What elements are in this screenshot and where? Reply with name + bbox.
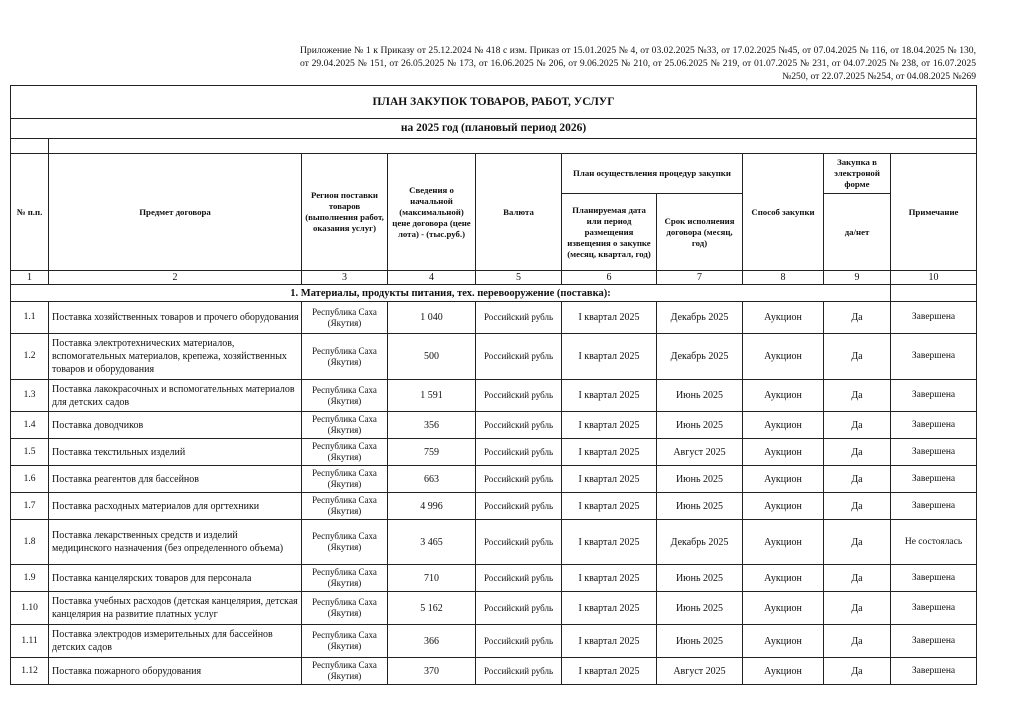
row-region: Республика Саха (Якутия) xyxy=(302,565,388,592)
row-method: Аукцион xyxy=(743,493,824,520)
row-num: 1.1 xyxy=(11,302,49,334)
col-number: 6 xyxy=(562,271,657,285)
col-number: 10 xyxy=(891,271,977,285)
header-plan-date: Планируемая дата или период размещения извещения о закупке (месяц, квартал, год) xyxy=(562,194,657,271)
row-electronic: Да xyxy=(824,565,891,592)
row-num: 1.2 xyxy=(11,334,49,380)
row-term: Декабрь 2025 xyxy=(657,520,743,565)
row-currency: Российский рубль xyxy=(476,592,562,625)
row-region: Республика Саха (Якутия) xyxy=(302,493,388,520)
table-row xyxy=(11,493,977,520)
row-region: Республика Саха (Якутия) xyxy=(302,302,388,334)
row-num: 1.5 xyxy=(11,439,49,466)
row-term: Июнь 2025 xyxy=(657,625,743,658)
subtitle-row xyxy=(11,119,977,139)
row-method: Аукцион xyxy=(743,380,824,412)
row-currency: Российский рубль xyxy=(476,412,562,439)
row-num: 1.10 xyxy=(11,592,49,625)
col-number: 8 xyxy=(743,271,824,285)
title-row xyxy=(11,86,977,119)
section-empty-cell xyxy=(891,285,977,302)
row-note: Завершена xyxy=(891,565,977,592)
row-plan-date: I квартал 2025 xyxy=(562,565,657,592)
col-number: 3 xyxy=(302,271,388,285)
row-region: Республика Саха (Якутия) xyxy=(302,658,388,685)
row-electronic: Да xyxy=(824,658,891,685)
row-electronic: Да xyxy=(824,334,891,380)
table-row xyxy=(11,520,977,565)
row-region: Республика Саха (Якутия) xyxy=(302,592,388,625)
table-row xyxy=(11,565,977,592)
header-electronic-group: Закупка в электроной форме xyxy=(824,154,891,194)
col-number: 7 xyxy=(657,271,743,285)
table-row xyxy=(11,625,977,658)
row-electronic: Да xyxy=(824,302,891,334)
row-price: 356 xyxy=(388,412,476,439)
row-currency: Российский рубль xyxy=(476,302,562,334)
row-plan-date: I квартал 2025 xyxy=(562,592,657,625)
header-note: Примечание xyxy=(891,154,977,271)
row-subject: Поставка хозяйственных товаров и прочего оборудования xyxy=(49,302,302,334)
row-price: 663 xyxy=(388,466,476,493)
row-currency: Российский рубль xyxy=(476,625,562,658)
row-method: Аукцион xyxy=(743,466,824,493)
row-subject: Поставка расходных материалов для оргтехники xyxy=(49,493,302,520)
row-region: Республика Саха (Якутия) xyxy=(302,412,388,439)
row-note: Завершена xyxy=(891,466,977,493)
row-num: 1.12 xyxy=(11,658,49,685)
row-subject: Поставка электродов измерительных для бассейнов детских садов xyxy=(49,625,302,658)
row-term: Июнь 2025 xyxy=(657,412,743,439)
header-num: № п.п. xyxy=(11,154,49,271)
row-region: Республика Саха (Якутия) xyxy=(302,466,388,493)
row-term: Декабрь 2025 xyxy=(657,302,743,334)
header-plan-group: План осуществления процедур закупки xyxy=(562,154,743,194)
row-electronic: Да xyxy=(824,625,891,658)
row-plan-date: I квартал 2025 xyxy=(562,380,657,412)
row-region: Республика Саха (Якутия) xyxy=(302,625,388,658)
header-yes-no: да/нет xyxy=(824,194,891,271)
row-note: Завершена xyxy=(891,658,977,685)
row-note: Завершена xyxy=(891,592,977,625)
row-subject: Поставка учебных расходов (детская канцелярия, детская канцелярия на развитие платных услуг xyxy=(49,592,302,625)
row-method: Аукцион xyxy=(743,302,824,334)
section-title: 1. Материалы, продукты питания, тех. перевооружение (поставка): xyxy=(11,285,891,302)
row-currency: Российский рубль xyxy=(476,466,562,493)
table-row xyxy=(11,380,977,412)
header-term: Срок исполнения договора (месяц, год) xyxy=(657,194,743,271)
row-currency: Российский рубль xyxy=(476,493,562,520)
header-region: Регион поставки товаров (выполнения работ, оказания услуг) xyxy=(302,154,388,271)
row-plan-date: I квартал 2025 xyxy=(562,625,657,658)
row-region: Республика Саха (Якутия) xyxy=(302,380,388,412)
row-num: 1.4 xyxy=(11,412,49,439)
table-row xyxy=(11,302,977,334)
row-plan-date: I квартал 2025 xyxy=(562,412,657,439)
row-price: 3 465 xyxy=(388,520,476,565)
row-subject: Поставка электротехнических материалов, вспомогательных материалов, крепежа, хозяйственных товаров и оборудования xyxy=(49,334,302,380)
row-plan-date: I квартал 2025 xyxy=(562,520,657,565)
row-electronic: Да xyxy=(824,466,891,493)
row-term: Август 2025 xyxy=(657,658,743,685)
row-plan-date: I квартал 2025 xyxy=(562,493,657,520)
row-note: Завершена xyxy=(891,380,977,412)
row-note: Завершена xyxy=(891,412,977,439)
row-electronic: Да xyxy=(824,439,891,466)
row-term: Август 2025 xyxy=(657,439,743,466)
row-term: Июнь 2025 xyxy=(657,493,743,520)
row-currency: Российский рубль xyxy=(476,520,562,565)
row-subject: Поставка лакокрасочных и вспомогательных материалов для детских садов xyxy=(49,380,302,412)
col-number: 2 xyxy=(49,271,302,285)
spacer-cell xyxy=(11,139,49,154)
row-price: 4 996 xyxy=(388,493,476,520)
row-electronic: Да xyxy=(824,412,891,439)
row-num: 1.6 xyxy=(11,466,49,493)
row-subject: Поставка пожарного оборудования xyxy=(49,658,302,685)
row-price: 759 xyxy=(388,439,476,466)
col-number: 9 xyxy=(824,271,891,285)
row-price: 1 591 xyxy=(388,380,476,412)
header-subject: Предмет договора xyxy=(49,154,302,271)
spacer-cell xyxy=(49,139,977,154)
row-region: Республика Саха (Якутия) xyxy=(302,439,388,466)
row-price: 710 xyxy=(388,565,476,592)
row-plan-date: I квартал 2025 xyxy=(562,466,657,493)
table-row xyxy=(11,412,977,439)
row-currency: Российский рубль xyxy=(476,658,562,685)
row-electronic: Да xyxy=(824,520,891,565)
row-subject: Поставка лекарственных средств и изделий медицинского назначения (без определенного объема) xyxy=(49,520,302,565)
row-num: 1.9 xyxy=(11,565,49,592)
row-plan-date: I квартал 2025 xyxy=(562,439,657,466)
header-method: Способ закупки xyxy=(743,154,824,271)
row-price: 5 162 xyxy=(388,592,476,625)
row-subject: Поставка текстильных изделий xyxy=(49,439,302,466)
header-price: Сведения о начальной (максимальной) цене договора (цене лота) - (тыс.руб.) xyxy=(388,154,476,271)
row-term: Июнь 2025 xyxy=(657,466,743,493)
col-number: 5 xyxy=(476,271,562,285)
table-row xyxy=(11,334,977,380)
table-row xyxy=(11,466,977,493)
procurement-plan-table xyxy=(10,85,977,685)
row-currency: Российский рубль xyxy=(476,565,562,592)
row-electronic: Да xyxy=(824,592,891,625)
row-subject: Поставка канцелярских товаров для персонала xyxy=(49,565,302,592)
row-num: 1.7 xyxy=(11,493,49,520)
row-region: Республика Саха (Якутия) xyxy=(302,520,388,565)
row-term: Декабрь 2025 xyxy=(657,334,743,380)
row-method: Аукцион xyxy=(743,625,824,658)
row-note: Завершена xyxy=(891,439,977,466)
row-electronic: Да xyxy=(824,493,891,520)
row-note: Не состоялась xyxy=(891,520,977,565)
row-electronic: Да xyxy=(824,380,891,412)
row-term: Июнь 2025 xyxy=(657,565,743,592)
row-method: Аукцион xyxy=(743,520,824,565)
row-num: 1.8 xyxy=(11,520,49,565)
column-number-row xyxy=(11,271,977,285)
col-number: 4 xyxy=(388,271,476,285)
row-region: Республика Саха (Якутия) xyxy=(302,334,388,380)
row-price: 500 xyxy=(388,334,476,380)
row-plan-date: I квартал 2025 xyxy=(562,302,657,334)
row-subject: Поставка доводчиков xyxy=(49,412,302,439)
spacer-row xyxy=(11,139,977,154)
row-currency: Российский рубль xyxy=(476,439,562,466)
table-row xyxy=(11,658,977,685)
row-subject: Поставка реагентов для бассейнов xyxy=(49,466,302,493)
row-method: Аукцион xyxy=(743,439,824,466)
row-currency: Российский рубль xyxy=(476,380,562,412)
row-num: 1.11 xyxy=(11,625,49,658)
row-plan-date: I квартал 2025 xyxy=(562,658,657,685)
col-number: 1 xyxy=(11,271,49,285)
row-method: Аукцион xyxy=(743,412,824,439)
row-currency: Российский рубль xyxy=(476,334,562,380)
table-row xyxy=(11,592,977,625)
table-row xyxy=(11,439,977,466)
header-row-1 xyxy=(11,154,977,194)
row-plan-date: I квартал 2025 xyxy=(562,334,657,380)
header-currency: Валюта xyxy=(476,154,562,271)
row-note: Завершена xyxy=(891,334,977,380)
row-method: Аукцион xyxy=(743,592,824,625)
row-price: 1 040 xyxy=(388,302,476,334)
document-header-note: Приложение № 1 к Приказу от 25.12.2024 № 418 с изм. Приказ от 15.01.2025 № 4, от 03.02.2025 №33, от 17.02.2025 №45, от 07.04.2025 № 116, от 18.04.2025 № 130, от 29.04.2025 № 151, от 26.05.2025 № 173, от 16.06.2025 № 206, от 9.06.2025 № 210, от 25.06.2025 № 219, от 01.07.2025 № 231, от 04.07.2025 № 238, от 16.07.2025 №250, от 22.07.2025 №254, от 04.08.2025 №269 xyxy=(300,45,976,82)
row-term: Июнь 2025 xyxy=(657,592,743,625)
row-price: 370 xyxy=(388,658,476,685)
table-title: ПЛАН ЗАКУПОК ТОВАРОВ, РАБОТ, УСЛУГ xyxy=(11,86,977,119)
row-price: 366 xyxy=(388,625,476,658)
row-term: Июнь 2025 xyxy=(657,380,743,412)
row-note: Завершена xyxy=(891,493,977,520)
table-subtitle: на 2025 год (плановый период 2026) xyxy=(11,119,977,139)
row-note: Завершена xyxy=(891,625,977,658)
row-method: Аукцион xyxy=(743,334,824,380)
section-row xyxy=(11,285,977,302)
row-method: Аукцион xyxy=(743,658,824,685)
row-method: Аукцион xyxy=(743,565,824,592)
row-note: Завершена xyxy=(891,302,977,334)
row-num: 1.3 xyxy=(11,380,49,412)
